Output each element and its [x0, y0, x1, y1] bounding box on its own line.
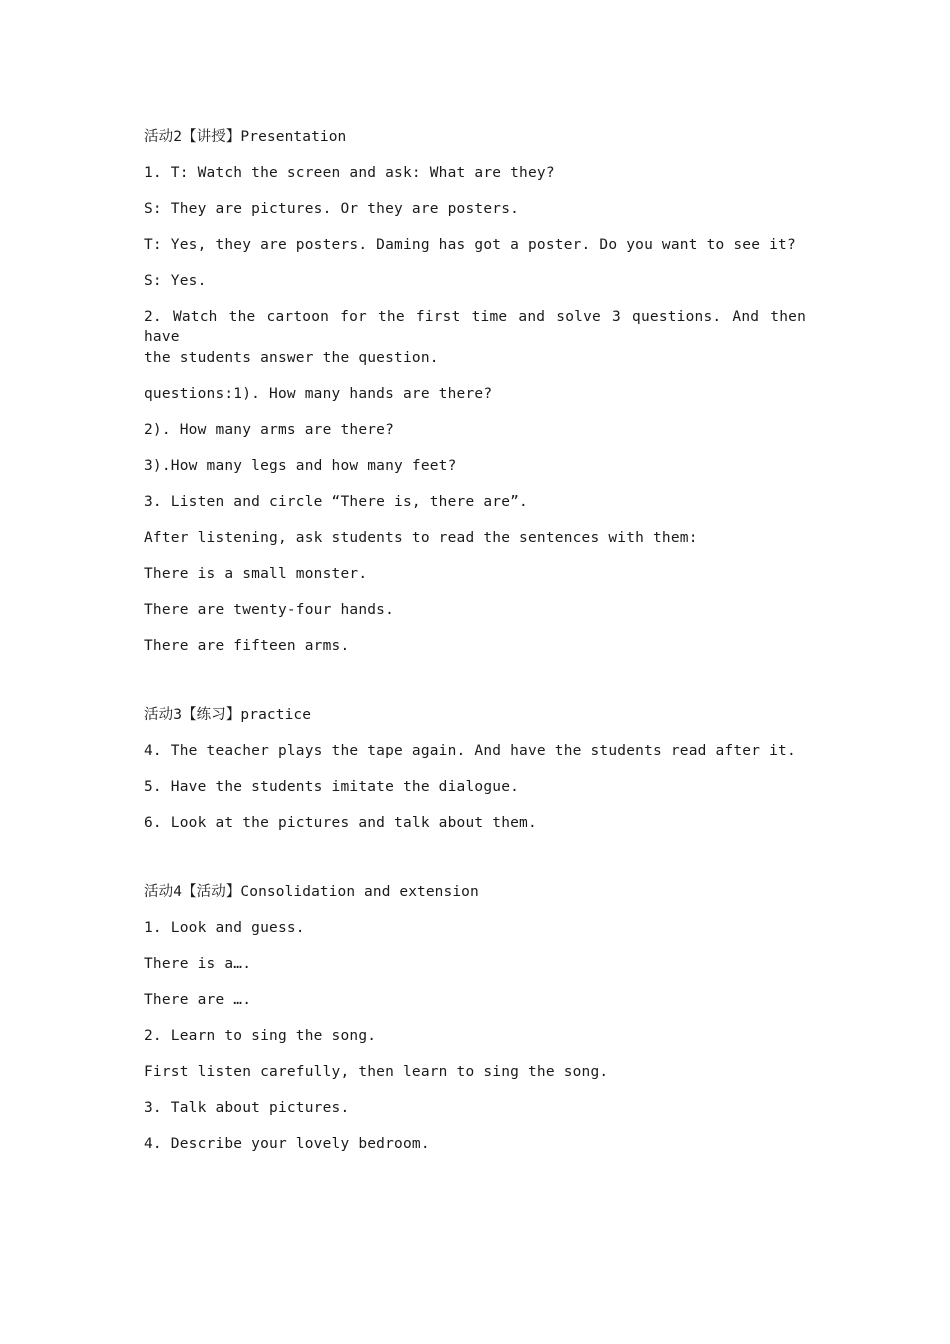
paragraph-line: T: Yes, they are posters. Daming has got a poster. Do you want to see it?	[144, 237, 796, 253]
paragraph-line: 2). How many arms are there?	[144, 422, 395, 438]
paragraph-line: There is a small monster.	[144, 566, 368, 582]
paragraph-line: 4. The teacher plays the tape again. And have the students read after it.	[144, 743, 796, 759]
section-heading-consolidation: 活动4【活动】Consolidation and extension	[144, 884, 479, 900]
paragraph-line: questions:1). How many hands are there?	[144, 386, 493, 402]
paragraph-line: S: They are pictures. Or they are posters.	[144, 201, 520, 217]
paragraph-line: There are twenty-four hands.	[144, 602, 395, 618]
paragraph-line: First listen carefully, then learn to sing the song.	[144, 1064, 609, 1080]
paragraph-line: After listening, ask students to read the sentences with them:	[144, 530, 698, 546]
paragraph-line: 2. Watch the cartoon for the first time and solve 3 questions. And then have	[144, 309, 806, 345]
paragraph-line: S: Yes.	[144, 273, 207, 289]
paragraph-line: 3. Listen and circle “There is, there are”.	[144, 494, 528, 510]
paragraph-line: 4. Describe your lovely bedroom.	[144, 1136, 430, 1152]
section-heading-presentation: 活动2【讲授】Presentation	[144, 129, 347, 145]
paragraph-line: 6. Look at the pictures and talk about them.	[144, 815, 537, 831]
paragraph-line: 2. Learn to sing the song.	[144, 1028, 377, 1044]
paragraph-line: There are fifteen arms.	[144, 638, 350, 654]
paragraph-line: 1. T: Watch the screen and ask: What are they?	[144, 165, 555, 181]
paragraph-line: 1. Look and guess.	[144, 920, 305, 936]
paragraph-line: There are ….	[144, 992, 252, 1008]
paragraph-line: 3).How many legs and how many feet?	[144, 458, 457, 474]
paragraph-line: 5. Have the students imitate the dialogue.	[144, 779, 520, 795]
section-heading-practice: 活动3【练习】practice	[144, 707, 312, 723]
paragraph-line: There is a….	[144, 956, 252, 972]
paragraph-line: 3. Talk about pictures.	[144, 1100, 350, 1116]
paragraph-line: the students answer the question.	[144, 350, 439, 366]
